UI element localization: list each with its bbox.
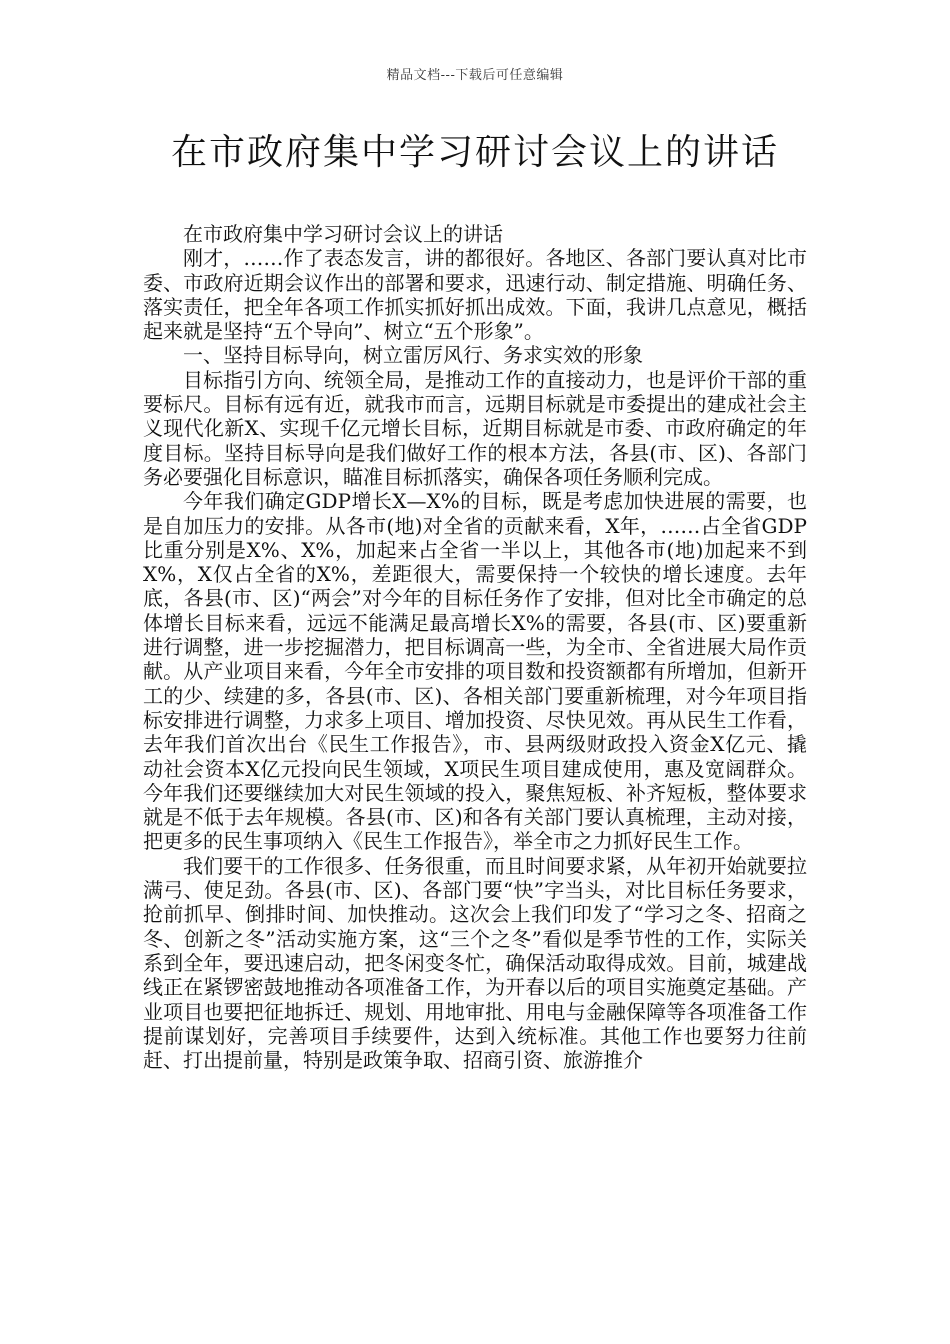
paragraph: 今年我们确定GDP增长X—X%的目标，既是考虑加快进展的需要，也是自加压力的安排。从各市(地)对全省的贡献来看，X年，……占全省GDP比重分别是X%、X%，加起来占全省一半以上，其他各市(地)加起来不到X%，X仅占全省的X%，差距很大，需要保持一个较快的增长速度。去年底，各县(市、区)“两会”对今年的目标任务作了安排，但对比全市确定的总体增长目标来看，远远不能满足最高增长X%的需要，各县(市、区)要重新进行调整，进一步挖掘潜力，把目标调高一些，为全市、全省进展大局作贡献。从产业项目来看，今年全市安排的项目数和投资额都有所增加，但新开工的少、续建的多，各县(市、区)、各相关部门要重新梳理，对今年项目指标安排进行调整，力求多上项目、增加投资、尽快见效。再从民生工作看，去年我们首次出台《民生工作报告》，市、县两级财政投入资金X亿元、撬动社会资本X亿元投向民生领域，X项民生项目建成使用，惠及宽阔群众。今年我们还要继续加大对民生领域的投入，聚焦短板、补齐短板，整体要求就是不低于去年规模。各县(市、区)和各有关部门要认真梳理，主动对接，把更多的民生事项纳入《民生工作报告》，举全市之力抓好民生工作。 xyxy=(143,489,807,854)
paragraph-subtitle: 在市政府集中学习研讨会议上的讲话 xyxy=(183,222,503,246)
header-note: 精品文档---下载后可任意编辑 xyxy=(386,68,564,83)
paragraph: 我们要干的工作很多、任务很重，而且时间要求紧，从年初开始就要拉满弓、使足劲。各县(市、区)、各部门要“快”字当头，对比目标任务要求，抢前抓早、倒排时间、加快推动。这次会上我们印发了“学习之冬、招商之冬、创新之冬”活动实施方案，这“三个之冬”看似是季节性的工作，实际关系到全年，要迅速启动，把冬闲变冬忙，确保活动取得成效。目前，城建战线正在紧锣密鼓地推动各项准备工作，为开春以后的项目实施奠定基础。产业项目也要把征地拆迁、规划、用地审批、用电与金融保障等各项准备工作提前谋划好，完善项目手续要件，达到入统标准。其他工作也要努力往前赶、打出提前量，特别是政策争取、招商引资、旅游推介 xyxy=(143,853,807,1073)
document-title: 在市政府集中学习研讨会议上的讲话 xyxy=(170,132,779,173)
paragraph-opening: 刚才，……作了表态发言，讲的都很好。各地区、各部门要认真对比市委、市政府近期会议作出的部署和要求，迅速行动、制定措施、明确任务、落实责任，把全年各项工作抓实抓好抓出成效。下面，我讲几点意见，概括起来就是坚持“五个导向”、树立“五个形象”。 xyxy=(143,246,807,344)
section-heading-1: 一、坚持目标导向，树立雷厉风行、务求实效的形象 xyxy=(183,343,643,368)
document-body xyxy=(143,222,807,1072)
paragraph: 目标指引方向、统领全局，是推动工作的直接动力，也是评价干部的重要标尺。目标有远有近，就我市而言，远期目标就是市委提出的建成社会主义现代化新X、实现千亿元增长目标，近期目标就是市委、市政府确定的年度目标。坚持目标导向是我们做好工作的根本方法，各县(市、区)、各部门务必要强化目标意识，瞄准目标抓落实，确保各项任务顺利完成。 xyxy=(143,367,807,489)
